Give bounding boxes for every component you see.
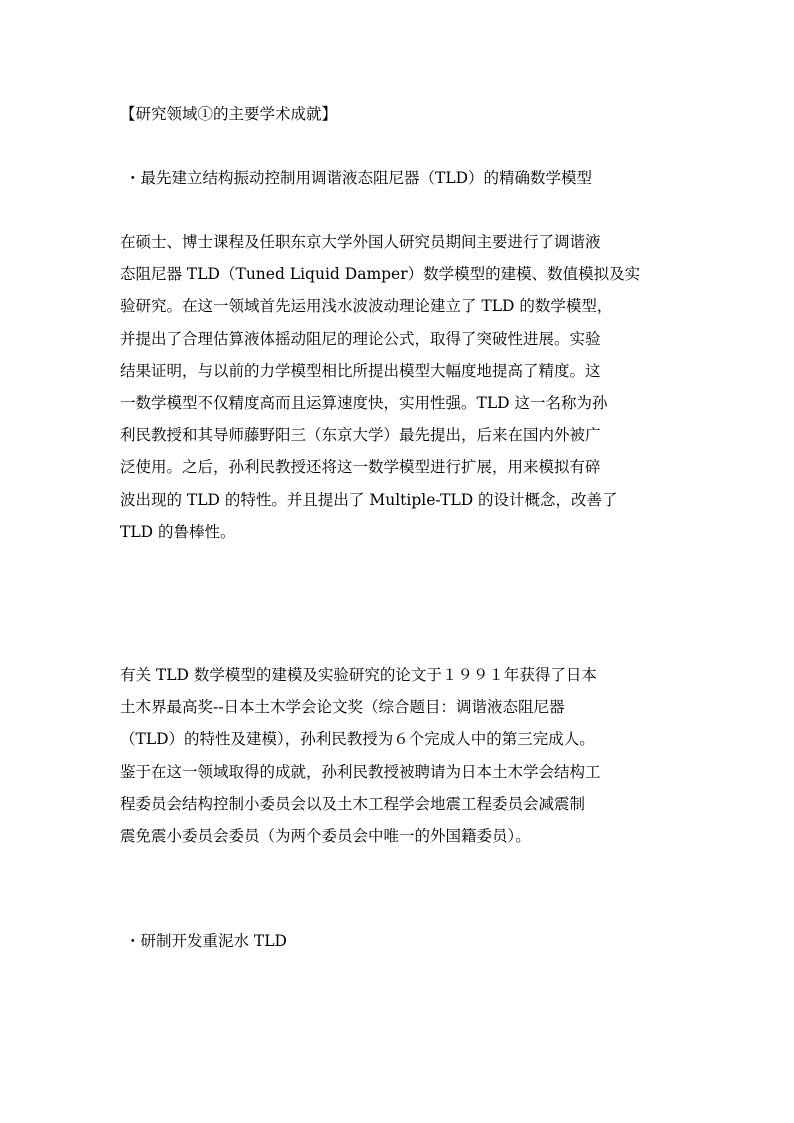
paragraph-line: 并提出了合理估算液体摇动阻尼的理论公式，取得了突破性进展。实验 <box>120 329 601 348</box>
paragraph-line: 态阻尼器 TLD（Tuned Liquid Damper）数学模型的建模、数值模拟及实 <box>120 265 641 284</box>
paragraph-line: TLD 的鲁棒性。 <box>120 522 236 541</box>
paragraph-line: 泛使用。之后，孙利民教授还将这一数学模型进行扩展，用来模拟有碎 <box>120 458 601 477</box>
section-heading: 【研究领域①的主要学术成就】 <box>120 105 338 123</box>
paragraph-line: 土木界最高奖--日本土木学会论文奖（综合题目：调谐液态阻尼器 <box>120 698 565 717</box>
paragraph-line: 震免震小委员会委员（为两个委员会中唯一的外国籍委员）。 <box>120 826 531 845</box>
paragraph-line: 波出现的 TLD 的特性。并且提出了 Multiple-TLD 的设计概念，改善了 <box>120 490 618 509</box>
bullet-title-tld-model: ・最先建立结构振动控制用调谐液态阻尼器（TLD）的精确数学模型 <box>125 169 593 187</box>
paragraph-tld-modeling <box>120 226 680 548</box>
paragraph-line: 一数学模型不仅精度高而且运算速度快，实用性强。TLD 这一名称为孙 <box>120 393 608 412</box>
paragraph-line: 在硕士、博士课程及任职东京大学外国人研究员期间主要进行了调谐液 <box>120 233 601 251</box>
paragraph-award <box>120 659 680 852</box>
paragraph-line: 程委员会结构控制小委员会以及土木工程学会地震工程委员会减震制 <box>120 794 586 813</box>
paragraph-line: 结果证明，与以前的力学模型相比所提出模型大幅度地提高了精度。这 <box>120 361 601 380</box>
paragraph-line: （TLD）的特性及建模），孙利民教授为６个完成人中的第三完成人。 <box>120 730 595 749</box>
paragraph-line: 鉴于在这一领域取得的成就，孙利民教授被聘请为日本土木学会结构工 <box>120 762 601 781</box>
bullet-title-mud-tld: ・研制开发重泥水 TLD <box>125 932 287 950</box>
paragraph-line: 有关 TLD 数学模型的建模及实验研究的论文于１９９１年获得了日本 <box>120 666 597 684</box>
paragraph-line: 验研究。在这一领域首先运用浅水波波动理论建立了 TLD 的数学模型， <box>120 297 613 316</box>
paragraph-line: 利民教授和其导师藤野阳三（东京大学）最先提出，后来在国内外被广 <box>120 426 601 445</box>
